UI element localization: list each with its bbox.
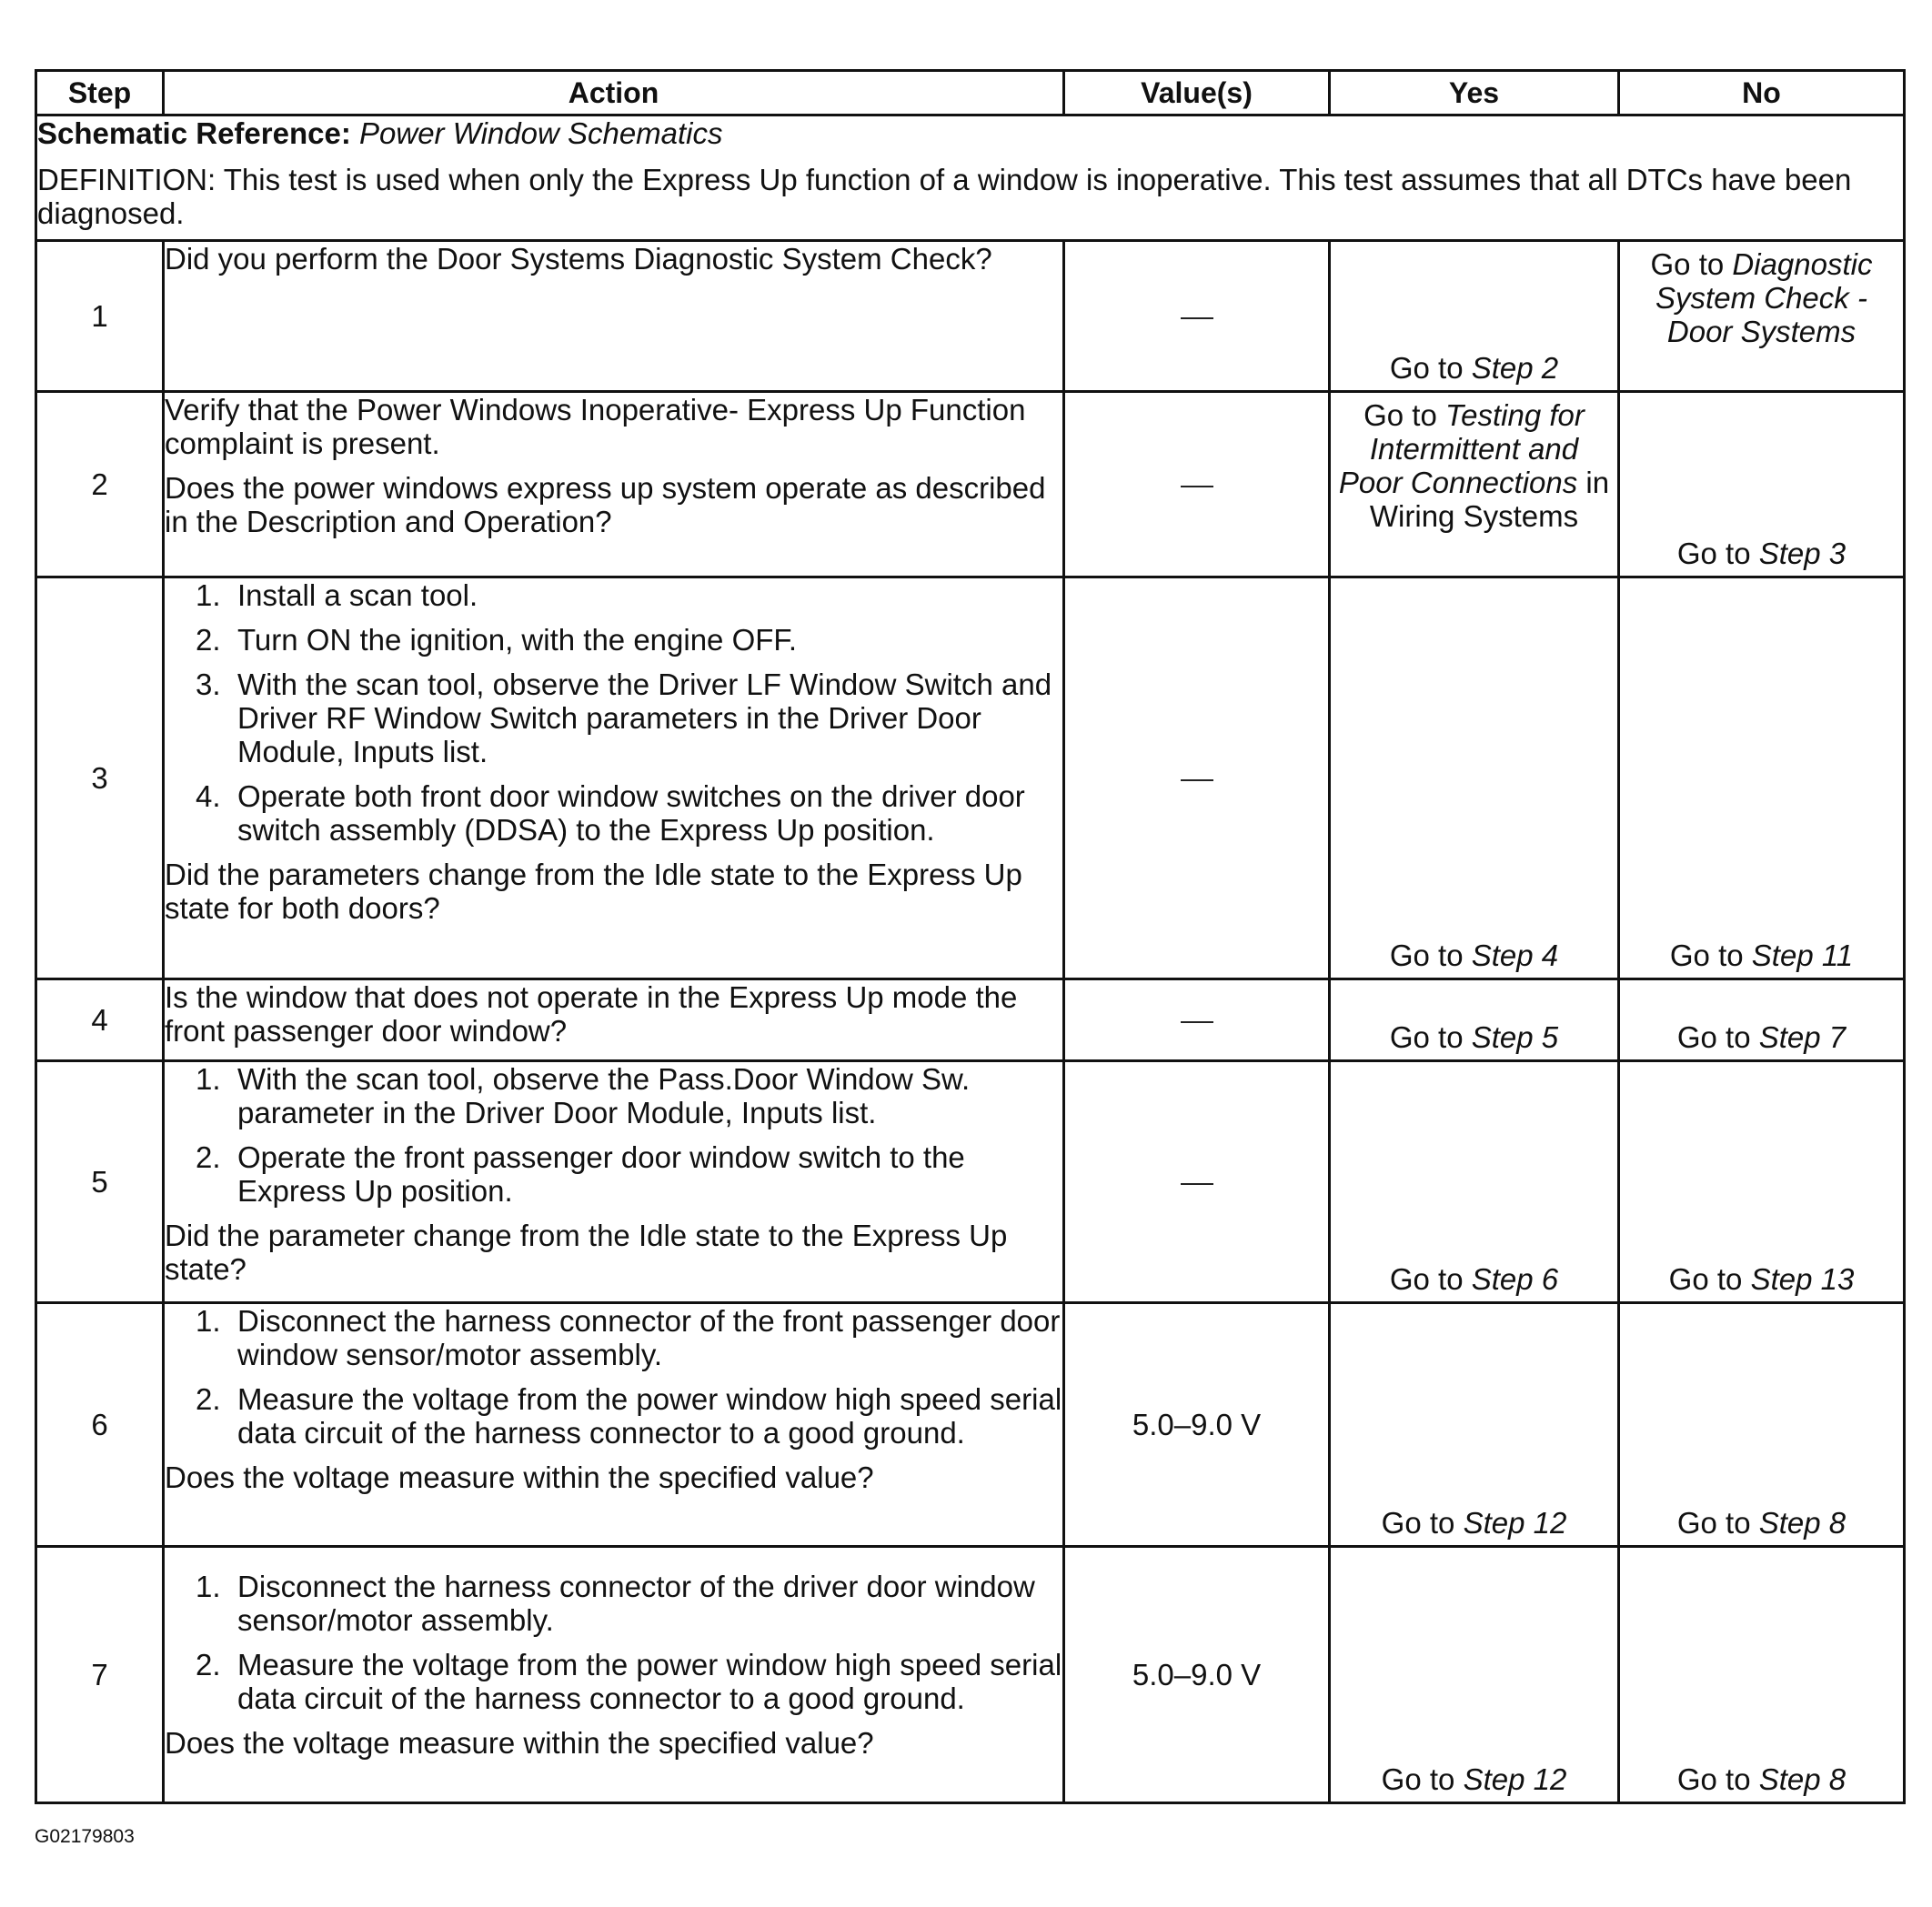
list-item: 2. Operate the front passenger door window switch to the Express Up position. <box>196 1140 965 1208</box>
header-action: Action <box>164 71 1064 115</box>
value-cell: 5.0–9.0 V <box>1064 1303 1330 1547</box>
dash-mark <box>1181 1183 1213 1185</box>
value-cell <box>1064 577 1330 979</box>
no-cell <box>1619 392 1905 577</box>
no-goto[interactable]: Go to Step 11 <box>1669 938 1854 972</box>
list-item: 2. Turn ON the ignition, with the engine OFF. <box>196 623 798 657</box>
value-cell: 5.0–9.0 V <box>1064 1547 1330 1803</box>
list-item: 2. Measure the voltage from the power window high speed serial data circuit of the harness connector to a good ground. <box>196 1382 1062 1450</box>
no-goto[interactable]: Go to Step 8 <box>1676 1762 1846 1796</box>
table-row <box>36 1547 1905 1803</box>
action-cell <box>164 979 1064 1061</box>
no-cell <box>1619 241 1905 392</box>
info-row <box>36 115 1905 241</box>
dash-mark <box>1181 1021 1213 1023</box>
action-cell <box>164 1547 1064 1803</box>
list-item: 1. Disconnect the harness connector of the front passenger door window sensor/motor assembly. <box>196 1304 1061 1371</box>
yes-cell <box>1330 1303 1619 1547</box>
no-goto[interactable]: Go to Step 3 <box>1676 537 1846 570</box>
action-question: Did you perform the Door Systems Diagnostic System Check? <box>165 242 992 276</box>
yes-goto[interactable]: Go to Step 5 <box>1389 1020 1559 1054</box>
action-instruction: Verify that the Power Windows Inoperative- Express Up Function complaint is present. <box>165 393 1026 460</box>
value-cell <box>1064 979 1330 1061</box>
action-question: Does the voltage measure within the specified value? <box>165 1460 874 1494</box>
step-number: 7 <box>36 1547 164 1803</box>
action-list <box>165 1570 1062 1715</box>
yes-goto[interactable]: Go to Testing for Intermittent and Poor Connections in Wiring Systems <box>1338 398 1610 533</box>
yes-cell <box>1330 241 1619 392</box>
action-list <box>165 1062 1062 1208</box>
diagnostic-table <box>35 69 1906 1804</box>
list-item: 1. Disconnect the harness connector of the driver door window sensor/motor assembly. <box>196 1570 1035 1637</box>
header-no: No <box>1619 71 1905 115</box>
header-row <box>36 71 1905 115</box>
dash-mark <box>1181 317 1213 319</box>
step-number: 2 <box>36 392 164 577</box>
no-cell <box>1619 1547 1905 1803</box>
list-item: 4. Operate both front door window switches on the driver door switch assembly (DDSA) to the Express Up position. <box>196 779 1025 847</box>
header-yes: Yes <box>1330 71 1619 115</box>
no-cell <box>1619 577 1905 979</box>
table-row <box>36 1303 1905 1547</box>
action-cell <box>164 577 1064 979</box>
action-question: Did the parameters change from the Idle state to the Express Up state for both doors? <box>165 858 1022 925</box>
yes-goto[interactable]: Go to Step 12 <box>1381 1762 1567 1796</box>
action-question: Does the voltage measure within the specified value? <box>165 1726 874 1760</box>
dash-mark <box>1181 779 1213 781</box>
list-item: 3. With the scan tool, observe the Driver LF Window Switch and Driver RF Window Switch parameters in the Driver Door Module, Inputs list. <box>196 667 1052 768</box>
no-cell <box>1619 1061 1905 1303</box>
no-cell <box>1619 1303 1905 1547</box>
list-item: 1. With the scan tool, observe the Pass.Door Window Sw. parameter in the Driver Door Module, Inputs list. <box>196 1062 971 1129</box>
schematic-link[interactable]: Power Window Schematics <box>359 116 723 150</box>
action-cell <box>164 1061 1064 1303</box>
no-cell <box>1619 979 1905 1061</box>
step-number: 3 <box>36 577 164 979</box>
no-goto[interactable]: Go to Diagnostic System Check - Door Systems <box>1650 247 1873 348</box>
yes-goto[interactable]: Go to Step 6 <box>1389 1262 1559 1296</box>
no-goto[interactable]: Go to Step 8 <box>1676 1506 1846 1540</box>
schematic-reference <box>37 116 1903 150</box>
step-number: 5 <box>36 1061 164 1303</box>
action-list <box>165 1304 1062 1450</box>
header-values: Value(s) <box>1064 71 1330 115</box>
value-cell <box>1064 241 1330 392</box>
yes-cell <box>1330 392 1619 577</box>
action-cell <box>164 392 1064 577</box>
yes-cell <box>1330 979 1619 1061</box>
no-goto[interactable]: Go to Step 7 <box>1676 1020 1846 1054</box>
action-list <box>165 578 1062 847</box>
step-number: 1 <box>36 241 164 392</box>
schematic-label: Schematic Reference: <box>37 116 351 150</box>
action-question: Did the parameter change from the Idle state to the Express Up state? <box>165 1219 1008 1286</box>
yes-cell <box>1330 1061 1619 1303</box>
yes-cell <box>1330 577 1619 979</box>
dash-mark <box>1181 486 1213 487</box>
action-cell <box>164 241 1064 392</box>
yes-goto[interactable]: Go to Step 12 <box>1381 1506 1567 1540</box>
value-cell <box>1064 392 1330 577</box>
step-number: 6 <box>36 1303 164 1547</box>
no-goto[interactable]: Go to Step 13 <box>1668 1262 1855 1296</box>
step-number: 4 <box>36 979 164 1061</box>
value-cell <box>1064 1061 1330 1303</box>
yes-cell <box>1330 1547 1619 1803</box>
table-row <box>36 979 1905 1061</box>
list-item: 2. Measure the voltage from the power window high speed serial data circuit of the harness connector to a good ground. <box>196 1648 1062 1715</box>
yes-goto[interactable]: Go to Step 4 <box>1389 938 1559 972</box>
table-row <box>36 241 1905 392</box>
table-row <box>36 577 1905 979</box>
definition-text: DEFINITION: This test is used when only the Express Up function of a window is inoperative. This test assumes that all DTCs have been diagnosed. <box>37 163 1852 230</box>
table-row <box>36 1061 1905 1303</box>
list-item: 1. Install a scan tool. <box>196 578 478 612</box>
figure-id: G02179803 <box>35 1826 135 1847</box>
info-cell <box>36 115 1905 241</box>
header-step: Step <box>36 71 164 115</box>
action-question: Is the window that does not operate in the Express Up mode the front passenger door window? <box>165 980 1018 1048</box>
action-question: Does the power windows express up system operate as described in the Description and Operation? <box>165 471 1046 538</box>
table-row <box>36 392 1905 577</box>
yes-goto[interactable]: Go to Step 2 <box>1389 351 1559 385</box>
action-cell <box>164 1303 1064 1547</box>
